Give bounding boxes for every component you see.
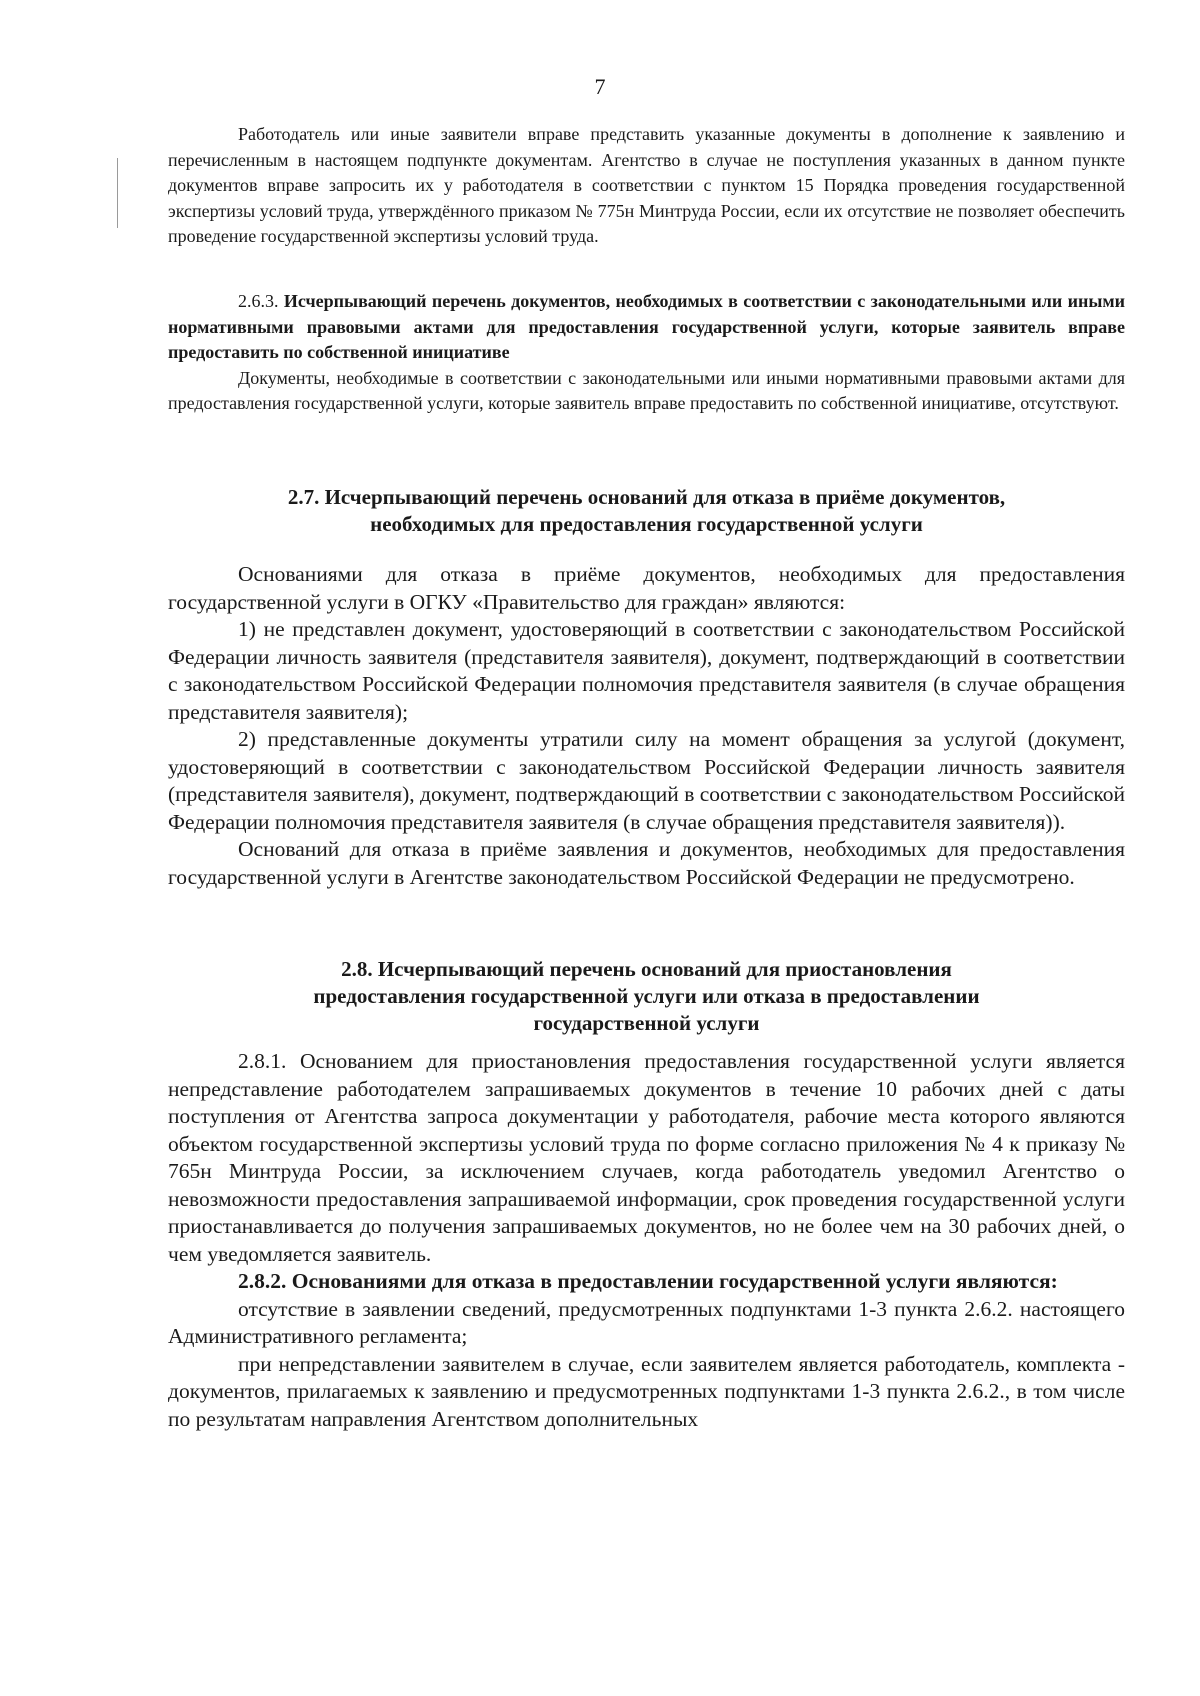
section-2-8-body bbox=[168, 1048, 1125, 1433]
section-2-8-heading-line2: предоставления государственной услуги или отказа в предоставлении bbox=[313, 984, 980, 1008]
margin-line bbox=[117, 158, 118, 228]
section-2-8-heading-line3: государственной услуги bbox=[533, 1011, 760, 1035]
section-2-6-3-heading: Исчерпывающий перечень документов, необходимых в соответствии с законодательными или иными нормативными правовыми актами для предоставления государственной услуги, которые заявитель вправе предоставить по собственной инициативе bbox=[168, 291, 1126, 362]
section-2-6-3-number: 2.6.3. bbox=[238, 291, 279, 311]
section-2-6-3 bbox=[168, 289, 1125, 417]
section-2-8-heading bbox=[168, 956, 1125, 1037]
section-2-8-heading-line1: 2.8. Исчерпывающий перечень оснований для приостановления bbox=[341, 957, 952, 981]
section-2-7-intro: Основаниями для отказа в приёме документов, необходимых для предоставления государственной услуги в ОГКУ «Правительство для граждан» являются: bbox=[168, 562, 1125, 614]
section-2-8-2-title: 2.8.2. Основаниями для отказа в предоставлении государственной услуги являются: bbox=[238, 1269, 1058, 1293]
paragraph-text: Работодатель или иные заявители вправе представить указанные документы в дополнение к заявлению и перечисленным в настоящем подпункте документам. Агентство в случае не поступления указанных в данном пункте документов вправе запросить их у работодателя в соответствии с пунктом 15 Порядка проведения государственной экспертизы условий труда, утверждённого приказом № 775н Минтруда России, если их отсутствие не позволяет обеспечить проведение государственной экспертизы условий труда. bbox=[168, 124, 1125, 246]
section-2-8-1-paragraph: 2.8.1. Основанием для приостановления предоставления государственной услуги является непредставление работодателем запрашиваемых документов в течение 10 рабочих дней с даты поступления от Агентства запроса документации у работодателя, рабочие места которого являются объектом государственной экспертизы условий труда по форме согласно приложения № 4 к приказу № 765н Минтруда России, за исключением случаев, когда работодатель уведомил Агентство о невозможности предоставления запрашиваемой информации, срок проведения государственной услуги приостанавливается до получения запрашиваемых документов, но не более чем на 30 рабочих дней, о чем уведомляется заявитель. bbox=[168, 1049, 1125, 1266]
section-2-6-3-body: Документы, необходимые в соответствии с законодательными или иными нормативными правовыми актами для предоставления государственной услуги, которые заявитель вправе предоставить по собственной инициативе, отсутствуют. bbox=[168, 367, 1125, 413]
section-2-6-3-title bbox=[168, 289, 1125, 366]
section-2-7-body bbox=[168, 561, 1125, 891]
paragraph-employer-documents bbox=[168, 122, 1125, 250]
section-2-7-closing: Оснований для отказа в приёме заявления и документов, необходимых для предоставления государственной услуги в Агентстве законодательством Российской Федерации не предусмотрено. bbox=[168, 837, 1125, 889]
section-2-8-2-reason-b: при непредставлении заявителем в случае, если заявителем является работодатель, комплекта - документов, прилагаемых к заявлению и предусмотренных подпунктами 1-3 пункта 2.6.2., в том числе по результатам направления Агентством дополнительных bbox=[168, 1351, 1125, 1431]
section-2-8-2-reason-a: отсутствие в заявлении сведений, предусмотренных подпунктами 1-3 пункта 2.6.2. настоящего Административного регламента; bbox=[168, 1296, 1125, 1348]
section-2-7-item-1: 1) не представлен документ, удостоверяющий в соответствии с законодательством Российской Федерации личность заявителя (представителя заявителя), документ, подтверждающий в соответствии с законодательством Российской Федерации полномочия представителя заявителя (в случае обращения представителя заявителя); bbox=[168, 617, 1125, 724]
section-2-7-heading-line2: необходимых для предоставления государственной услуги bbox=[370, 512, 923, 536]
page-number: 7 bbox=[594, 74, 606, 99]
section-2-7-heading-line1: 2.7. Исчерпывающий перечень оснований для отказа в приёме документов, bbox=[287, 485, 1006, 509]
section-2-7-heading bbox=[168, 484, 1125, 538]
section-2-7-item-2: 2) представленные документы утратили силу на момент обращения за услугой (документ, удостоверяющий в соответствии с законодательством Российской Федерации личность заявителя (представителя заявителя), документ, подтверждающий в соответствии с законодательством Российской Федерации полномочия представителя заявителя (в случае обращения представителя заявителя)). bbox=[168, 727, 1125, 834]
